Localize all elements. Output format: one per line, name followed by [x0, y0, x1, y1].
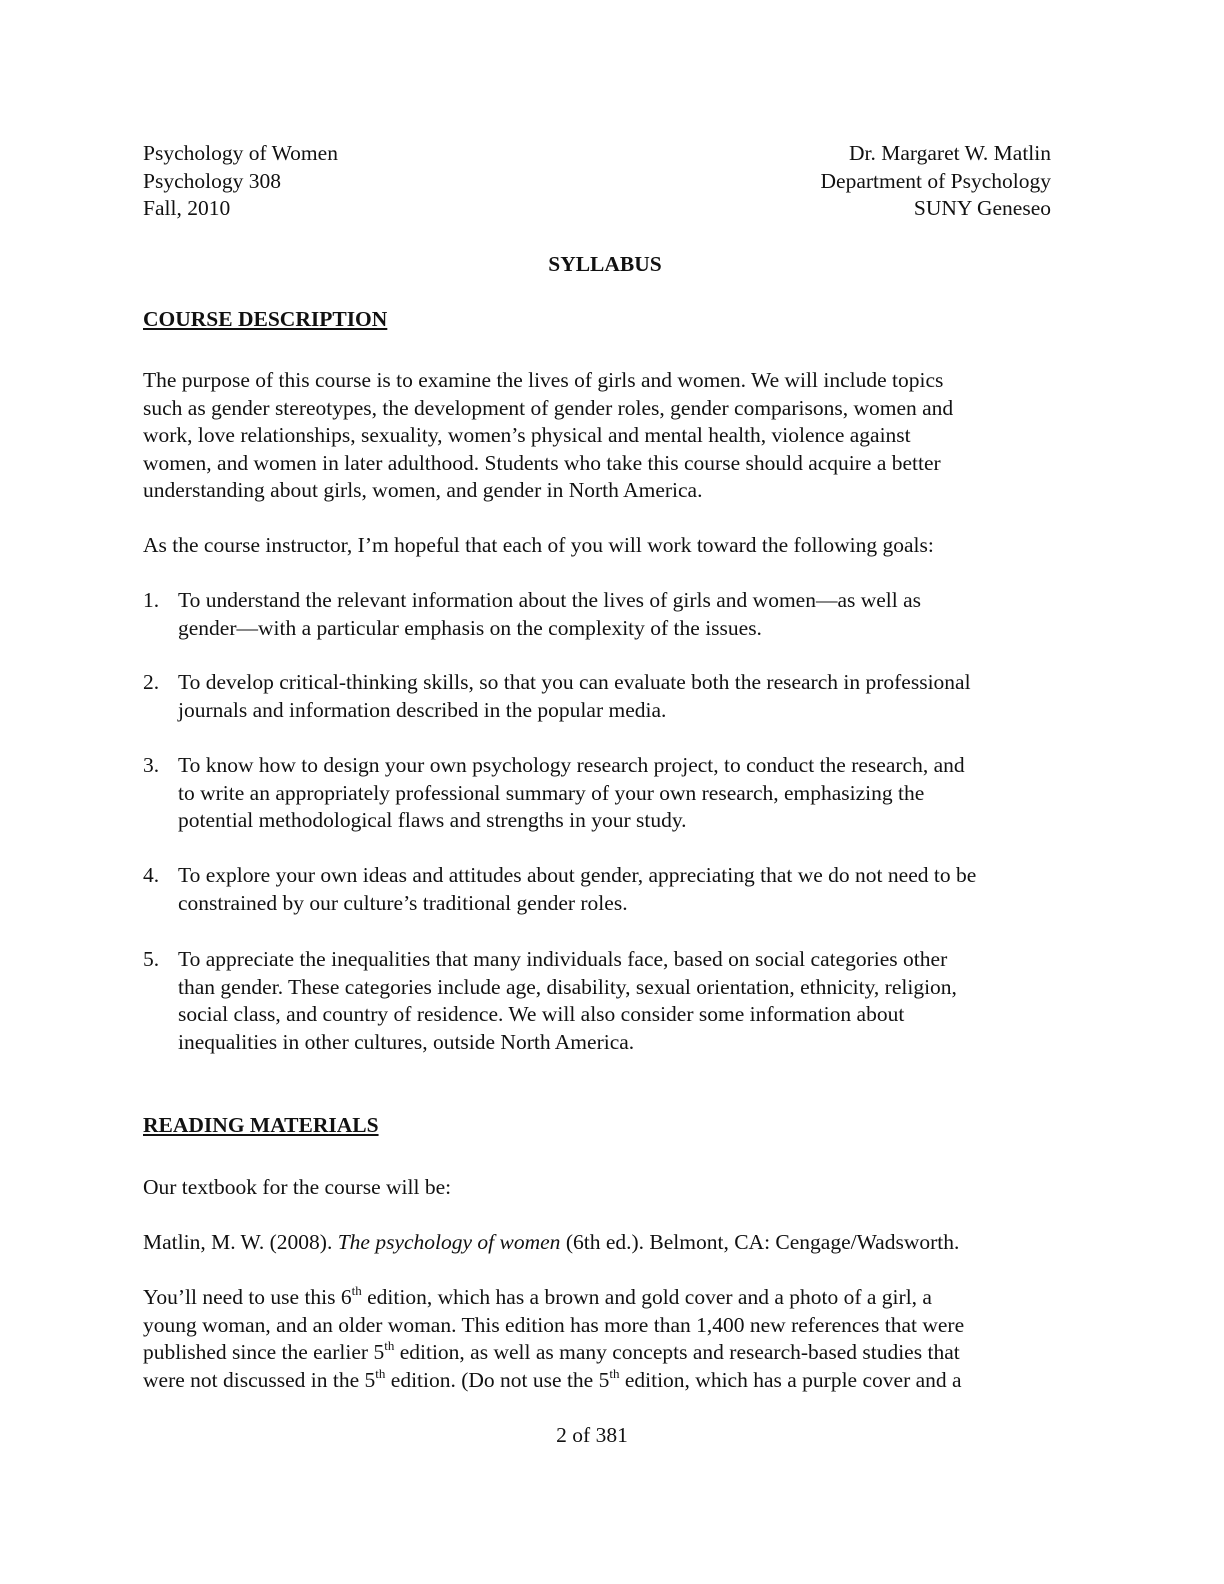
- department: Department of Psychology: [820, 168, 1051, 193]
- superscript: th: [384, 1338, 395, 1353]
- goal-item-1: [143, 587, 1078, 669]
- goal-line: social class, and country of residence. We will also consider some information about: [178, 1002, 905, 1026]
- textbook-intro: Our textbook for the course will be:: [143, 1175, 452, 1199]
- goal-line: to write an appropriately professional summary of your own research, emphasizing the: [178, 780, 925, 805]
- goal-line: To understand the relevant information about the lives of girls and women—as well as: [178, 588, 922, 612]
- goals-list: [143, 587, 1078, 1056]
- page-number: 2 of 381: [556, 1423, 628, 1447]
- goals-intro: As the course instructor, I’m hopeful that each of you will work toward the following goals:: [143, 533, 934, 557]
- reading-materials-heading: READING MATERIALS: [143, 1113, 379, 1137]
- paragraph-line: [143, 1284, 1073, 1312]
- goal-line: gender—with a particular emphasis on the complexity of the issues.: [178, 615, 762, 640]
- paragraph-line: [143, 1339, 1073, 1367]
- course-description-paragraph: [143, 367, 1073, 505]
- goal-line: constrained by our culture’s traditional gender roles.: [178, 890, 628, 915]
- paragraph-line: work, love relationships, sexuality, women’s physical and mental health, violence against: [143, 423, 911, 447]
- text-run: published since the earlier 5: [143, 1340, 385, 1364]
- goal-line: than gender. These categories include age, disability, sexual orientation, ethnicity, religion,: [178, 974, 957, 999]
- paragraph-line: such as gender stereotypes, the development of gender roles, gender comparisons, women and: [143, 395, 954, 420]
- citation-author-year: Matlin, M. W. (2008).: [143, 1230, 338, 1254]
- instructor-info-block: [821, 140, 1052, 223]
- text-run: edition, which has a purple cover and a: [619, 1367, 962, 1392]
- goal-number: 1.: [143, 588, 160, 612]
- goal-line: inequalities in other cultures, outside North America.: [178, 1029, 635, 1054]
- course-name: Psychology of Women: [143, 141, 338, 165]
- document-title: SYLLABUS: [548, 252, 662, 276]
- superscript: th: [609, 1365, 620, 1381]
- goal-item-3: [143, 752, 1078, 862]
- course-number: Psychology 308: [143, 168, 281, 193]
- paragraph-line: young woman, and an older woman. This edition has more than 1,400 new references that were: [143, 1312, 965, 1337]
- goal-line: To know how to design your own psychology research project, to conduct the research, and: [178, 753, 965, 777]
- goal-number: 4.: [143, 863, 160, 887]
- goal-line: To develop critical-thinking skills, so that you can evaluate both the research in professional: [178, 670, 971, 694]
- goal-number: 5.: [143, 947, 160, 971]
- goal-number: 2.: [143, 670, 160, 694]
- instructor-name: Dr. Margaret W. Matlin: [848, 141, 1051, 165]
- text-run: edition, as well as many concepts and research-based studies that: [394, 1340, 960, 1364]
- paragraph-line: women, and women in later adulthood. Students who take this course should acquire a better: [143, 450, 941, 475]
- goal-line: potential methodological flaws and strengths in your study.: [178, 808, 687, 832]
- paragraph-line: The purpose of this course is to examine the lives of girls and women. We will include topics: [143, 368, 944, 392]
- text-run: edition, which has a brown and gold cover and a photo of a girl, a: [361, 1285, 932, 1309]
- superscript: th: [375, 1365, 386, 1381]
- text-run: edition. (Do not use the 5: [385, 1367, 610, 1392]
- citation-book-title: The psychology of women: [337, 1230, 561, 1254]
- textbook-citation: [143, 1229, 1073, 1257]
- goal-item-5: [143, 946, 1078, 1056]
- goal-line: To appreciate the inequalities that many individuals face, based on social categories other: [178, 947, 948, 971]
- course-term: Fall, 2010: [143, 196, 231, 220]
- citation-publisher: (6th ed.). Belmont, CA: Cengage/Wadsworth.: [560, 1230, 960, 1254]
- goal-item-2: [143, 669, 1078, 752]
- paragraph-line: [143, 1367, 1073, 1395]
- institution: SUNY Geneseo: [913, 196, 1051, 220]
- text-run: You’ll need to use this 6: [143, 1285, 352, 1309]
- edition-note-paragraph: [143, 1284, 1073, 1394]
- paragraph-line: understanding about girls, women, and gender in North America.: [143, 478, 703, 502]
- goal-item-4: [143, 862, 1078, 946]
- goal-number: 3.: [143, 753, 160, 777]
- text-run: were not discussed in the 5: [143, 1367, 376, 1392]
- superscript: th: [351, 1283, 362, 1298]
- goal-line: To explore your own ideas and attitudes about gender, appreciating that we do not need to be: [178, 863, 977, 887]
- goal-line: journals and information described in the popular media.: [178, 697, 667, 722]
- course-info-block: [143, 140, 338, 223]
- course-description-heading: COURSE DESCRIPTION: [143, 307, 388, 331]
